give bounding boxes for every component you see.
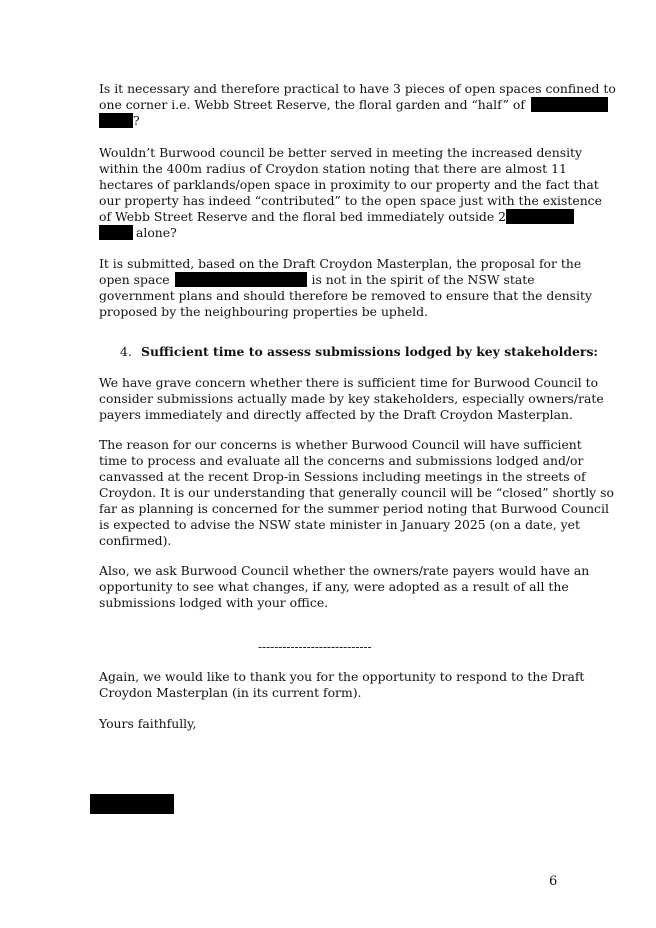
paragraph-5-line-7: confirmed). xyxy=(99,533,172,548)
paragraph-6-line-1: Also, we ask Burwood Council whether the owners/rate payers would have an xyxy=(99,563,590,578)
closing-line-1: Again, we would like to thank you for the opportunity to respond to the Draft xyxy=(99,669,585,684)
paragraph-2-line-2: within the 400m radius of Croydon station noting that there are almost 11 xyxy=(99,161,567,176)
redaction-box xyxy=(531,97,608,112)
redacted-signature xyxy=(90,794,174,814)
paragraph-5-line-5: far as planning is concerned for the summer period noting that Burwood Council xyxy=(99,501,609,516)
paragraph-5-line-2: time to process and evaluate all the concerns and submissions lodged and/or xyxy=(99,453,584,468)
paragraph-5-line-6: is expected to advise the NSW state minister in January 2025 (on a date, yet xyxy=(99,517,580,532)
closing-line-2: Croydon Masterplan (in its current form). xyxy=(99,685,362,700)
paragraph-1-line-1: Is it necessary and therefore practical to have 3 pieces of open spaces confined to xyxy=(99,81,616,96)
paragraph-5-line-4: Croydon. It is our understanding that generally council will be “closed” shortly so xyxy=(99,485,614,500)
paragraph-3-line-1: It is submitted, based on the Draft Croydon Masterplan, the proposal for the xyxy=(99,256,582,271)
paragraph-3-line-2-text-a: open space xyxy=(99,272,170,287)
paragraph-5-line-3: canvassed at the recent Drop-in Sessions including meetings in the streets of xyxy=(99,469,586,484)
redaction-box xyxy=(99,113,133,128)
paragraph-1-line-2 xyxy=(99,97,608,113)
paragraph-2-line-1: Wouldn’t Burwood council be better served in meeting the increased density xyxy=(99,145,583,160)
page-number: 6 xyxy=(549,874,558,889)
redaction-box xyxy=(506,209,574,224)
paragraph-3-line-3: government plans and should therefore be removed to ensure that the density xyxy=(99,288,592,303)
section-number: 4. xyxy=(120,344,132,359)
paragraph-4-line-2: consider submissions actually made by key stakeholders, especially owners/rate xyxy=(99,391,604,406)
section-title: Sufficient time to assess submissions lodged by key stakeholders: xyxy=(141,344,598,359)
section-separator: ---------------------------- xyxy=(258,640,372,654)
paragraph-6-line-3: submissions lodged with your office. xyxy=(99,595,329,610)
paragraph-4-line-1: We have grave concern whether there is sufficient time for Burwood Council to xyxy=(99,375,599,390)
paragraph-2-line-4: our property has indeed “contributed” to the open space just with the existence xyxy=(99,193,602,208)
paragraph-6-line-2: opportunity to see what changes, if any, were adopted as a result of all the xyxy=(99,579,569,594)
sign-off: Yours faithfully, xyxy=(99,716,197,731)
paragraph-2-line-5 xyxy=(99,209,574,225)
redaction-box xyxy=(99,225,133,240)
paragraph-2-line-6-text: alone? xyxy=(136,225,177,240)
paragraph-3-line-4: proposed by the neighbouring properties be upheld. xyxy=(99,304,428,319)
paragraph-2-line-6 xyxy=(99,225,177,241)
paragraph-3-line-2 xyxy=(99,272,535,288)
paragraph-1-line-2-text: one corner i.e. Webb Street Reserve, the floral garden and “half” of xyxy=(99,97,525,112)
paragraph-2-line-3: hectares of parklands/open space in proximity to our property and the fact that xyxy=(99,177,599,192)
section-heading xyxy=(120,344,598,360)
paragraph-2-line-5-text: of Webb Street Reserve and the floral bed immediately outside 2 xyxy=(99,209,507,224)
paragraph-1-line-3 xyxy=(99,113,140,129)
paragraph-3-line-2-text-b: is not in the spirit of the NSW state xyxy=(311,272,535,287)
paragraph-4-line-3: payers immediately and directly affected by the Draft Croydon Masterplan. xyxy=(99,407,573,422)
redaction-box xyxy=(175,272,307,287)
paragraph-5-line-1: The reason for our concerns is whether Burwood Council will have sufficient xyxy=(99,437,582,452)
paragraph-1-line-3-text: ? xyxy=(133,113,140,128)
